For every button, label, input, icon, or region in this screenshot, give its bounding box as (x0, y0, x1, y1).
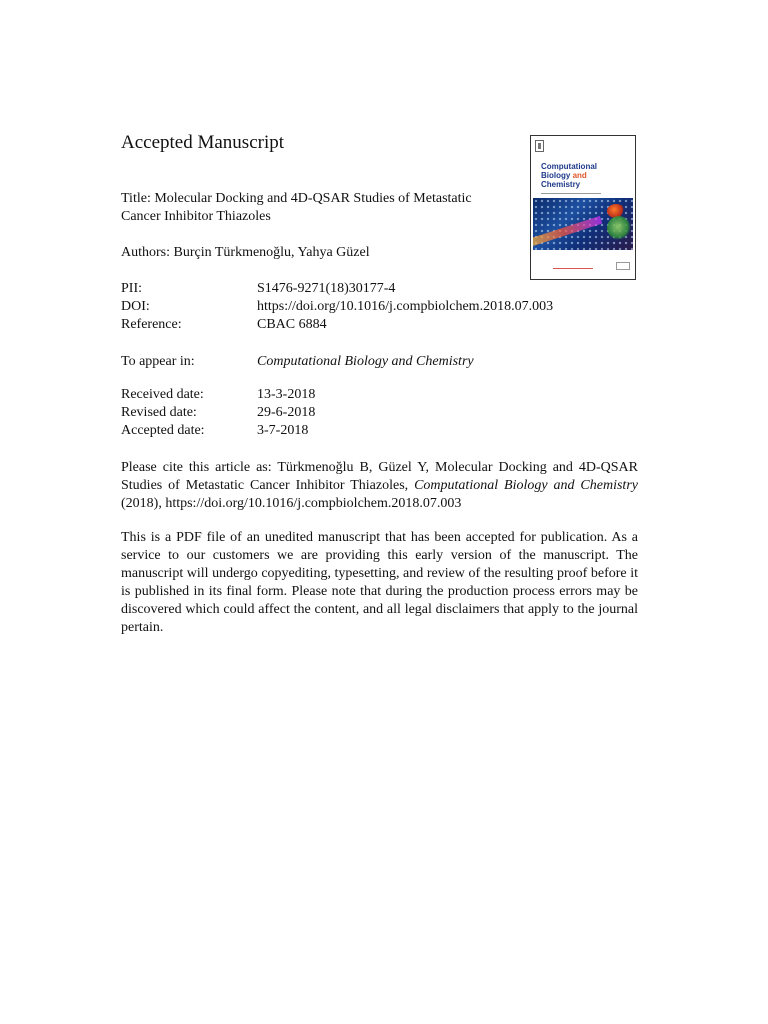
journal-cover-image (530, 135, 636, 280)
disclaimer-paragraph: This is a PDF file of an unedited manuscript that has been accepted for publication. As a service to our customers we are providing this early version of the manuscript. The manuscript will undergo copyediting, typesetting, and review of the resulting proof before it is published in its final form. Please note that during the production process errors may be discovered which could affect the content, and all legal disclaimers that apply to the journal pertain. (121, 530, 638, 635)
accepted-value: 3-7-2018 (257, 423, 309, 438)
cover-title-line1: Computational (541, 162, 597, 171)
cover-journal-title (541, 162, 631, 189)
article-authors: Authors: Burçin Türkmenoğlu, Yahya Güzel (121, 245, 370, 260)
cover-title-biology: Biology (541, 171, 571, 180)
cover-title-line2 (541, 171, 631, 180)
cover-editors-line (541, 192, 621, 194)
journal-name: Computational Biology and Chemistry (257, 354, 474, 369)
doi-value[interactable]: https://doi.org/10.1016/j.compbiolchem.2018.07.003 (257, 299, 554, 314)
appear-in-label: To appear in: (121, 354, 195, 369)
received-label: Received date: (121, 387, 204, 402)
reference-label: Reference: (121, 317, 182, 332)
reference-value: CBAC 6884 (257, 317, 327, 332)
publisher-logo-icon (535, 140, 544, 152)
article-title: Title: Molecular Docking and 4D-QSAR Studies of Metastatic Cancer Inhibitor Thiazoles (121, 191, 472, 224)
citation-paragraph (121, 459, 638, 513)
cover-artwork (533, 198, 633, 250)
citation-suffix: (2018), https://doi.org/10.1016/j.compbiolchem.2018.07.003 (121, 496, 462, 511)
revised-value: 29-6-2018 (257, 405, 316, 420)
pii-label: PII: (121, 281, 142, 296)
cover-url-line (553, 266, 593, 269)
citation-prefix: Please cite this article as: Türkmenoğlu B, Güzel Y, Molecular Docking and 4D-QSAR Studies of Metastatic Cancer Inhibitor Thiazoles, (121, 460, 638, 493)
page-heading: Accepted Manuscript (121, 132, 285, 153)
cover-publisher-mark-icon (616, 262, 630, 270)
revised-label: Revised date: (121, 405, 197, 420)
citation-journal: Computational Biology and Chemistry (414, 478, 638, 493)
cover-title-line3: Chemistry (541, 180, 581, 189)
doi-label: DOI: (121, 299, 150, 314)
received-value: 13-3-2018 (257, 387, 316, 402)
pii-value: S1476-9271(18)30177-4 (257, 281, 396, 296)
cover-title-and: and (572, 171, 587, 180)
accepted-label: Accepted date: (121, 423, 205, 438)
